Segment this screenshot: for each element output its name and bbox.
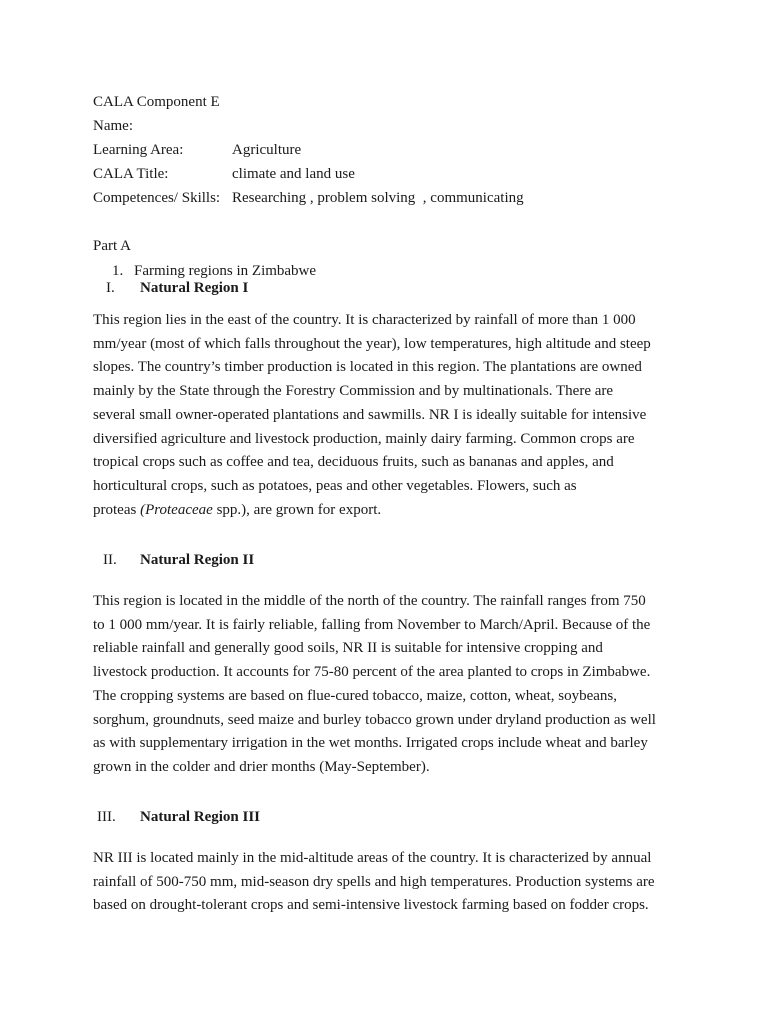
region-numeral: II. — [103, 552, 117, 568]
body-line: NR III is located mainly in the mid-altitude areas of the country. It is characterized by annual — [93, 850, 652, 866]
body-line: This region is located in the middle of the north of the country. The rainfall ranges from 750 — [93, 593, 646, 609]
body-line: rainfall of 500-750 mm, mid-season dry spells and high temperatures. Production systems are — [93, 873, 655, 890]
body-line: mainly by the State through the Forestry Commission and by multinationals. There are — [93, 383, 614, 400]
region-body — [93, 590, 683, 780]
document-title: CALA Component E — [93, 94, 220, 110]
body-line: slopes. The country’s timber production is located in this region. The plantations are owned — [93, 359, 642, 376]
list-item: Farming regions in Zimbabwe — [134, 263, 317, 279]
cala-title-value: climate and land use — [232, 166, 355, 182]
body-line: mm/year (most of which falls throughout the year), low temperatures, high altitude and steep — [93, 335, 651, 352]
competences-value: Researching , problem solving , communicating — [232, 190, 524, 206]
competences-label: Competences/ Skills: — [93, 190, 221, 206]
region-heading: Natural Region III — [140, 809, 261, 825]
body-line — [93, 499, 683, 523]
part-title: Part A — [93, 238, 131, 254]
body-line: reliable rainfall and generally good soils, NR II is suitable for intensive cropping and — [93, 640, 603, 657]
body-line: tropical crops such as coffee and tea, deciduous fruits, such as bananas and apples, and — [93, 454, 614, 471]
body-line: sorghum, groundnuts, seed maize and burley tobacco grown under dryland production as well — [93, 711, 656, 728]
learning-area-label: Learning Area: — [93, 142, 184, 158]
body-line: This region lies in the east of the country. It is characterized by rainfall of more than 1 000 — [93, 312, 636, 328]
body-line: horticultural crops, such as potatoes, peas and other vegetables. Flowers, such as — [93, 477, 577, 494]
region-numeral: III. — [97, 809, 116, 825]
body-line: to 1 000 mm/year. It is fairly reliable, falling from November to March/April. Because of the — [93, 616, 651, 633]
cala-title-label: CALA Title: — [93, 166, 169, 182]
region-body — [93, 309, 683, 522]
body-line: as with supplementary irrigation in the wet months. Irrigated crops include wheat and barley — [93, 735, 648, 752]
list-number: 1. — [112, 263, 124, 279]
region-heading: Natural Region I — [140, 280, 249, 296]
region-body — [93, 847, 683, 918]
line-start: proteas — [93, 501, 141, 518]
body-line: diversified agriculture and livestock production, mainly dairy farming. Common crops are — [93, 430, 635, 447]
body-line: livestock production. It accounts for 75-80 percent of the area planted to crops in Zimbabwe. — [93, 664, 651, 681]
line-end: spp.), are grown for export. — [212, 501, 382, 518]
region-heading: Natural Region II — [140, 552, 255, 568]
region-numeral: I. — [106, 280, 115, 296]
body-line: based on drought-tolerant crops and semi-intensive livestock farming based on fodder crops. — [93, 897, 649, 914]
body-line: The cropping systems are based on flue-cured tobacco, maize, cotton, wheat, soybeans, — [93, 687, 617, 704]
italic-term: (Proteaceae — [140, 501, 213, 518]
name-label: Name: — [93, 118, 133, 134]
body-line: several small owner-operated plantations and sawmills. NR I is ideally suitable for intensive — [93, 406, 647, 423]
body-line: grown in the colder and drier months (May-September). — [93, 758, 430, 775]
learning-area-value: Agriculture — [232, 142, 302, 158]
